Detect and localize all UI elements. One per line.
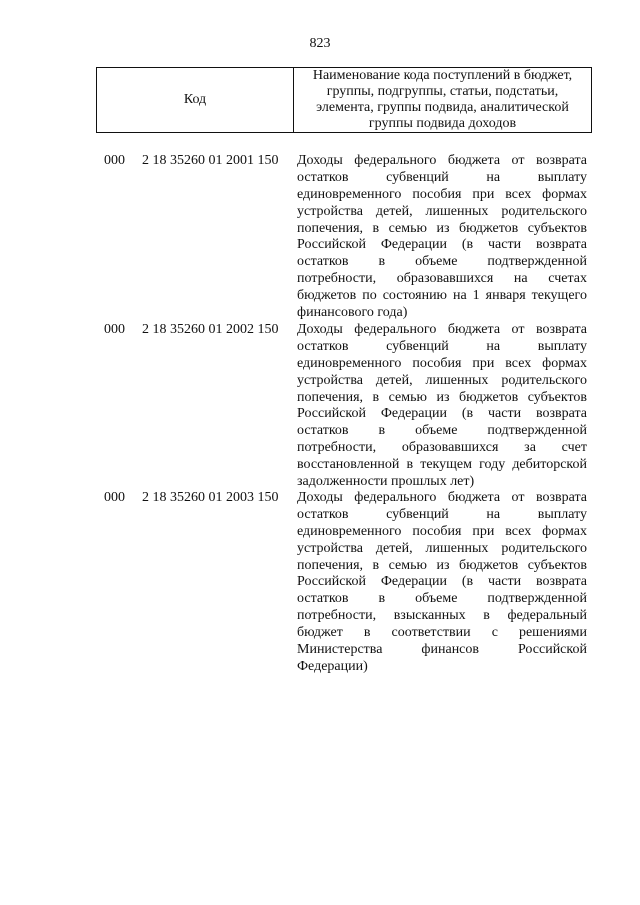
description-word: возврата	[535, 153, 587, 168]
description-word: финансового года)	[297, 305, 408, 321]
description-word: единовременного	[297, 186, 402, 202]
revenue-code: 2 18 35260 01 2003 150	[142, 490, 279, 505]
description-word: состоянию	[382, 288, 448, 304]
revenue-description	[297, 490, 587, 676]
description-word: Федерации	[380, 406, 447, 422]
description-word: Российской	[517, 642, 587, 658]
description-word: из	[436, 557, 450, 573]
description-word: бюджетов	[297, 288, 357, 304]
description-word: остатков	[297, 169, 349, 185]
description-word: взысканных	[393, 608, 466, 624]
description-word: возврата	[535, 237, 587, 253]
description-word: остатков	[297, 338, 349, 354]
description-word: пособия	[412, 186, 462, 202]
description-word: возврата	[535, 406, 587, 422]
description-line	[297, 591, 587, 608]
description-word: в	[406, 457, 414, 473]
description-word: от	[511, 490, 525, 505]
description-line	[297, 490, 587, 507]
description-line	[297, 406, 587, 423]
description-word: Доходы	[297, 490, 343, 505]
name-header-line: группы, подгруппы, статьи, подстатьи,	[326, 84, 559, 99]
description-word: выплату	[537, 338, 587, 354]
revenue-description	[297, 153, 587, 322]
description-word: субъектов	[527, 557, 587, 573]
description-word: части	[487, 237, 522, 253]
description-word: субвенций	[386, 506, 449, 522]
description-line	[297, 558, 587, 575]
description-word: из	[436, 389, 450, 405]
description-word: (в	[461, 406, 474, 422]
description-word: Министерства	[297, 642, 383, 658]
description-word: дебиторской	[512, 457, 587, 473]
description-word: попечения,	[297, 220, 364, 236]
description-word: всех	[505, 355, 532, 371]
description-word: объеме	[415, 254, 458, 270]
description-word: формах	[542, 186, 587, 202]
description-word: Российской	[297, 574, 366, 590]
description-line	[297, 204, 587, 221]
description-word: на	[486, 338, 501, 354]
revenue-code: 2 18 35260 01 2002 150	[142, 322, 279, 337]
page-number: 823	[309, 36, 331, 51]
description-line	[297, 187, 587, 204]
description-word: пособия	[412, 355, 462, 371]
description-word: субъектов	[527, 220, 587, 236]
description-word: Доходы	[297, 153, 343, 168]
name-column-header	[294, 68, 592, 133]
description-word: устройства	[297, 372, 363, 388]
description-word: в	[372, 389, 380, 405]
description-line	[297, 457, 587, 474]
description-word: остатков	[297, 506, 349, 522]
description-word: возврата	[535, 490, 587, 505]
description-word: текущем	[420, 457, 472, 473]
description-word: федерального	[354, 153, 437, 168]
description-word: текущего	[531, 288, 587, 304]
description-word: потребности,	[297, 271, 377, 287]
description-word: задолженности прошлых лет)	[297, 474, 475, 490]
description-word: образовавшихся	[396, 271, 494, 287]
name-header-line: группы подвида доходов	[368, 116, 517, 131]
description-word: детей,	[375, 540, 413, 556]
description-word: возврата	[535, 574, 587, 590]
description-line	[297, 507, 587, 524]
description-word: детей,	[375, 372, 413, 388]
description-word: решениями	[518, 625, 587, 641]
description-word: формах	[542, 523, 587, 539]
description-word: восстановленной	[297, 457, 400, 473]
description-line	[297, 642, 587, 659]
description-word: в	[483, 608, 490, 624]
description-word: счетах	[548, 271, 587, 287]
description-word: субвенций	[386, 169, 449, 185]
description-line	[297, 237, 587, 254]
description-word: подтвержденной	[487, 591, 587, 607]
description-word: при	[472, 355, 495, 371]
description-word: объеме	[415, 423, 458, 439]
description-word: счет	[561, 440, 587, 456]
description-word: объеме	[415, 591, 458, 607]
description-line	[297, 625, 587, 642]
description-word: на	[486, 169, 501, 185]
description-word: возврата	[535, 322, 587, 337]
description-line	[297, 221, 587, 238]
description-word: подтвержденной	[487, 254, 587, 270]
description-word: выплату	[537, 169, 587, 185]
description-word: федерального	[354, 322, 437, 337]
description-word: в	[372, 220, 380, 236]
column-header-table	[96, 67, 592, 133]
description-word: федеральный	[507, 608, 587, 624]
description-line	[297, 608, 587, 625]
description-line	[297, 440, 587, 457]
description-line	[297, 390, 587, 407]
name-header-line: элемента, группы подвида, аналитической	[316, 100, 569, 115]
description-word: остатков	[297, 254, 349, 270]
description-word: остатков	[297, 423, 349, 439]
description-word: субвенций	[386, 338, 449, 354]
description-word: части	[487, 574, 522, 590]
description-line	[297, 153, 587, 170]
description-word: подтвержденной	[487, 423, 587, 439]
description-word: от	[511, 153, 525, 168]
description-line	[297, 356, 587, 373]
description-word: части	[487, 406, 522, 422]
description-word: (в	[461, 237, 474, 253]
name-header-line: Наименование кода поступлений в бюджет,	[312, 68, 573, 83]
description-word: соответствии	[391, 625, 471, 641]
description-word: бюджет	[297, 625, 343, 641]
description-line	[297, 271, 587, 288]
description-line	[297, 322, 587, 339]
description-word: субъектов	[527, 389, 587, 405]
description-word: за	[524, 440, 536, 456]
description-word: единовременного	[297, 523, 402, 539]
description-line	[297, 574, 587, 591]
description-line	[297, 305, 587, 322]
description-line	[297, 170, 587, 187]
description-word: бюджета	[447, 490, 501, 505]
description-word: января	[485, 288, 526, 304]
description-word: федерального	[354, 490, 437, 505]
description-line	[297, 288, 587, 305]
description-line	[297, 659, 587, 676]
admin-code: 000	[104, 322, 125, 337]
description-word: от	[511, 322, 525, 337]
description-word: выплату	[537, 506, 587, 522]
admin-code: 000	[104, 490, 125, 505]
description-word: в	[378, 423, 386, 439]
description-word: лишенных	[425, 540, 489, 556]
description-word: финансов	[421, 642, 480, 658]
description-word: Российской	[297, 406, 366, 422]
description-word: устройства	[297, 540, 363, 556]
description-word: в	[363, 625, 371, 641]
description-word: Федерации	[380, 237, 447, 253]
description-word: попечения,	[297, 389, 364, 405]
description-line	[297, 254, 587, 271]
description-word: бюджетов	[459, 220, 519, 236]
description-word: устройства	[297, 203, 363, 219]
description-word: на	[452, 288, 467, 304]
admin-code: 000	[104, 153, 125, 168]
description-word: лишенных	[425, 203, 489, 219]
description-word: бюджетов	[459, 389, 519, 405]
description-line	[297, 541, 587, 558]
description-word: семью	[388, 389, 427, 405]
revenue-description	[297, 322, 587, 491]
description-word: бюджета	[447, 322, 501, 337]
code-column-header: Код	[97, 68, 294, 133]
description-word: лишенных	[425, 372, 489, 388]
description-word: семью	[388, 557, 427, 573]
description-word: формах	[542, 355, 587, 371]
description-word: в	[372, 557, 380, 573]
description-word: пособия	[412, 523, 462, 539]
description-word: родительского	[501, 372, 587, 388]
description-word: (в	[461, 574, 474, 590]
description-word: при	[472, 523, 495, 539]
description-word: году	[479, 457, 506, 473]
revenue-code: 2 18 35260 01 2001 150	[142, 153, 279, 168]
description-word: по	[362, 288, 377, 304]
description-word: остатков	[297, 591, 349, 607]
description-word: родительского	[501, 203, 587, 219]
description-word: семью	[388, 220, 427, 236]
description-line	[297, 339, 587, 356]
description-word: детей,	[375, 203, 413, 219]
description-word: попечения,	[297, 557, 364, 573]
description-line	[297, 474, 587, 491]
description-line	[297, 373, 587, 390]
description-word: при	[472, 186, 495, 202]
description-line	[297, 423, 587, 440]
description-word: на	[486, 506, 501, 522]
description-word: в	[378, 591, 386, 607]
description-word: в	[378, 254, 386, 270]
description-word: родительского	[501, 540, 587, 556]
description-word: Доходы	[297, 322, 343, 337]
description-word: из	[436, 220, 450, 236]
description-word: бюджета	[447, 153, 501, 168]
description-word: единовременного	[297, 355, 402, 371]
description-word: 1	[472, 288, 480, 304]
description-word: Федерации	[380, 574, 447, 590]
description-word: Федерации)	[297, 658, 368, 674]
description-line	[297, 524, 587, 541]
description-word: на	[513, 271, 528, 287]
description-word: с	[491, 625, 498, 641]
description-word: образовавшихся	[401, 440, 499, 456]
description-word: всех	[505, 523, 532, 539]
description-word: всех	[505, 186, 532, 202]
description-word: Российской	[297, 237, 366, 253]
description-word: бюджетов	[459, 557, 519, 573]
description-word: потребности,	[297, 440, 377, 456]
description-word: потребности,	[297, 608, 377, 624]
